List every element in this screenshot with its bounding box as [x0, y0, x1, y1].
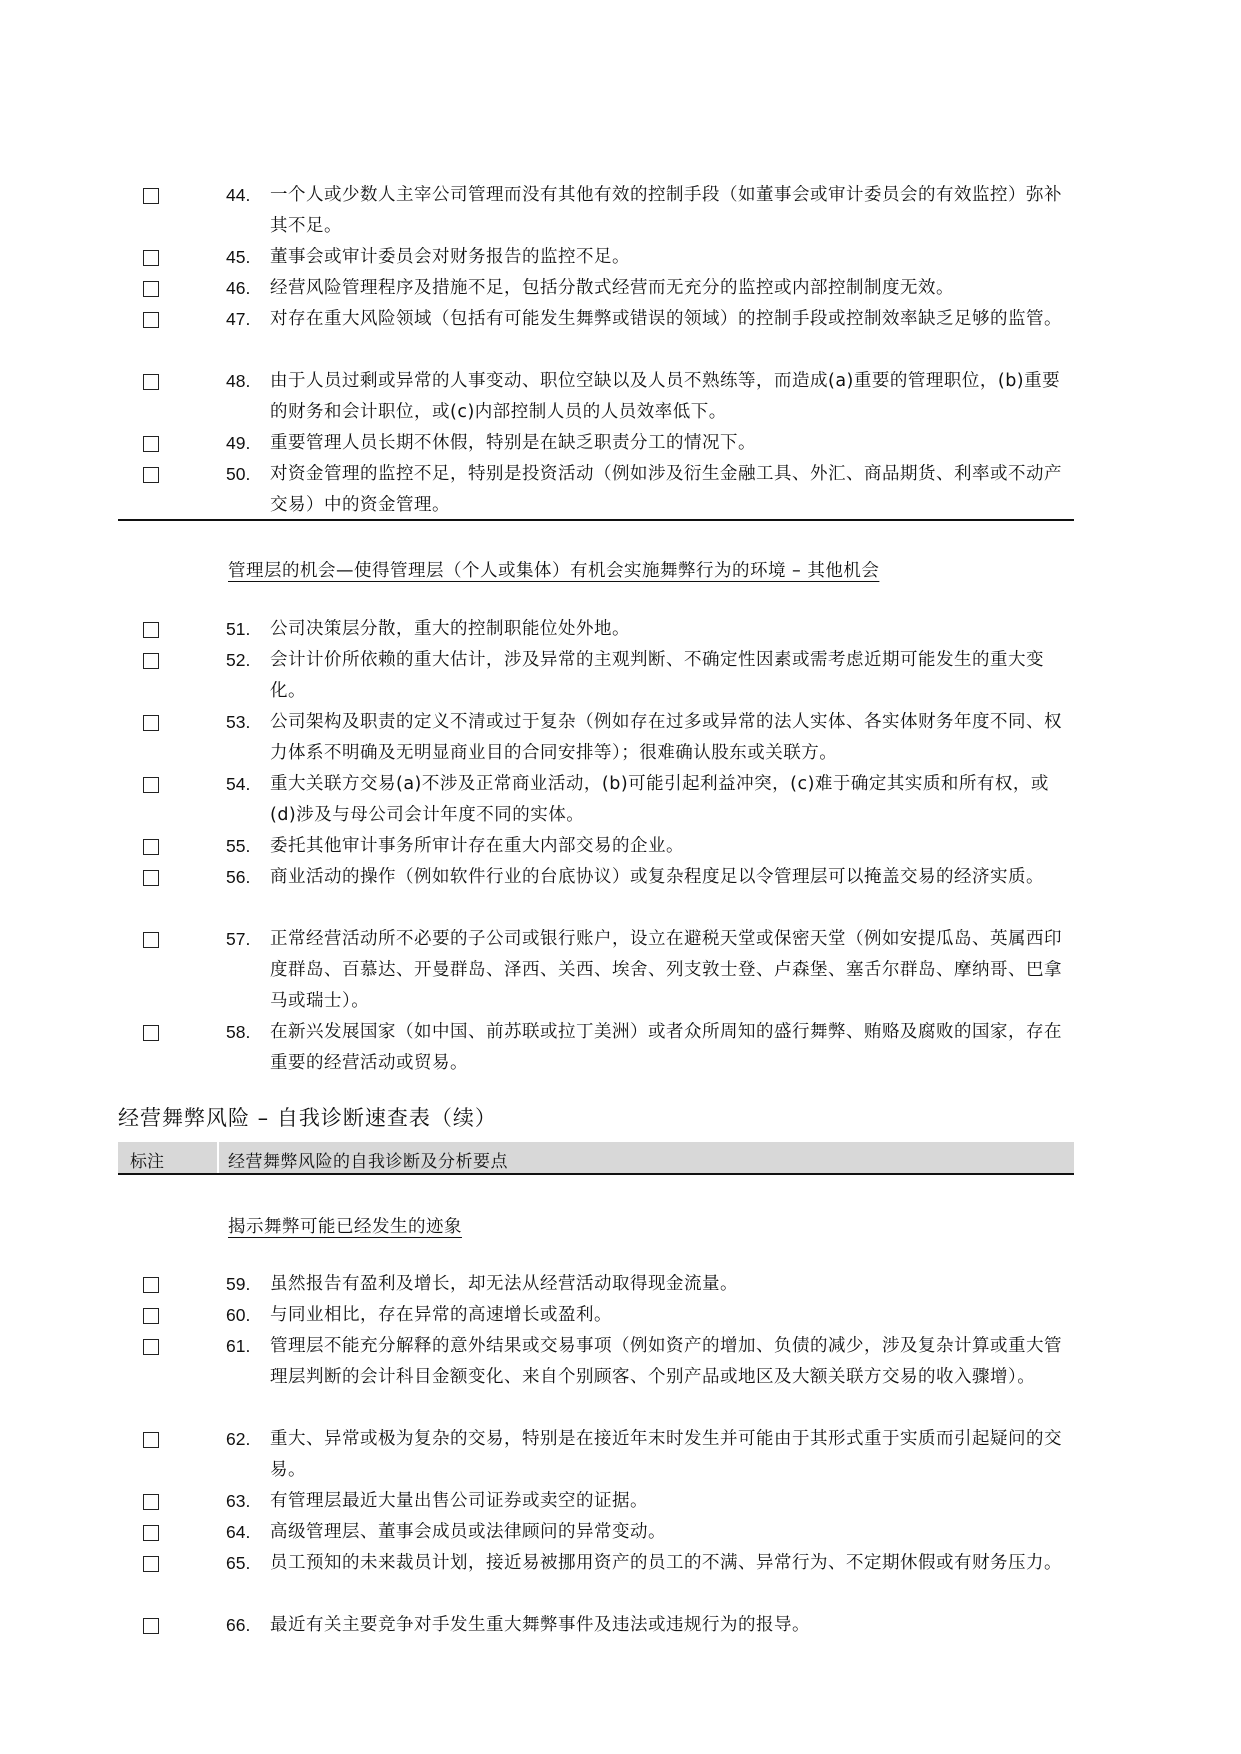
checkbox[interactable]	[143, 312, 159, 328]
checkbox[interactable]	[143, 653, 159, 669]
item-number: 49.	[226, 433, 251, 453]
section-title: 经营舞弊风险 – 自我诊断速查表（续）	[118, 1106, 497, 1130]
item-number: 58.	[226, 1022, 251, 1042]
checkbox[interactable]	[143, 1432, 159, 1448]
item-number: 46.	[226, 278, 251, 298]
item-text: 对资金管理的监控不足，特别是投资活动（例如涉及衍生金融工具、外汇、商品期货、利率或不动产交易）中的资金管理。	[270, 464, 1062, 515]
item-text: 员工预知的未来裁员计划，接近易被挪用资产的员工的不满、异常行为、不定期休假或有财务压力。	[270, 1553, 1062, 1573]
item-number: 45.	[226, 247, 251, 267]
checkbox[interactable]	[143, 1494, 159, 1510]
item-number: 66.	[226, 1615, 251, 1635]
checkbox[interactable]	[143, 436, 159, 452]
item-text: 商业活动的操作（例如软件行业的台底协议）或复杂程度足以令管理层可以掩盖交易的经济实质。	[270, 867, 1044, 887]
item-number: 47.	[226, 309, 251, 329]
checkbox[interactable]	[143, 281, 159, 297]
checkbox[interactable]	[143, 1025, 159, 1041]
item-number: 44.	[226, 185, 251, 205]
checkbox[interactable]	[143, 870, 159, 886]
checkbox[interactable]	[143, 467, 159, 483]
item-text: 经营风险管理程序及措施不足，包括分散式经营而无充分的监控或内部控制制度无效。	[270, 278, 954, 298]
item-number: 54.	[226, 774, 251, 794]
checkbox[interactable]	[143, 1556, 159, 1572]
item-number: 55.	[226, 836, 251, 856]
item-text: 高级管理层、董事会成员或法律顾问的异常变动。	[270, 1522, 666, 1542]
checkbox[interactable]	[143, 374, 159, 390]
item-number: 57.	[226, 929, 251, 949]
item-number: 53.	[226, 712, 251, 732]
item-number: 65.	[226, 1553, 251, 1573]
section-divider	[118, 519, 1074, 521]
item-text: 有管理层最近大量出售公司证券或卖空的证据。	[270, 1491, 648, 1511]
checkbox[interactable]	[143, 1308, 159, 1324]
item-text: 公司架构及职责的定义不清或过于复杂（例如存在过多或异常的法人实体、各实体财务年度不同、权力体系不明确及无明显商业目的合同安排等）；很难确认股东或关联方。	[270, 712, 1062, 763]
item-number: 50.	[226, 464, 251, 484]
item-text: 虽然报告有盈利及增长，却无法从经营活动取得现金流量。	[270, 1274, 738, 1294]
subheading-other-opportunities: 管理层的机会—使得管理层（个人或集体）有机会实施舞弊行为的环境 – 其他机会	[228, 561, 880, 581]
checkbox[interactable]	[143, 1525, 159, 1541]
item-text: 对存在重大风险领域（包括有可能发生舞弊或错误的领域）的控制手段或控制效率缺乏足够的监管。	[270, 309, 1062, 329]
item-text: 与同业相比，存在异常的高速增长或盈利。	[270, 1305, 612, 1325]
item-number: 48.	[226, 371, 251, 391]
item-text: 由于人员过剩或异常的人事变动、职位空缺以及人员不熟练等，而造成(a)重要的管理职位，(b)重要的财务和会计职位，或(c)内部控制人员的人员效率低下。	[270, 371, 1061, 422]
item-text: 正常经营活动所不必要的子公司或银行账户，设立在避税天堂或保密天堂（例如安提瓜岛、英属西印度群岛、百慕达、开曼群岛、泽西、关西、埃舍、列支敦士登、卢森堡、塞舌尔群岛、摩纳哥、巴拿马或瑞士）。	[270, 929, 1062, 1011]
checkbox[interactable]	[143, 622, 159, 638]
item-number: 59.	[226, 1274, 251, 1294]
item-text: 委托其他审计事务所审计存在重大内部交易的企业。	[270, 836, 684, 856]
item-text: 公司决策层分散，重大的控制职能位处外地。	[270, 619, 630, 639]
item-text: 最近有关主要竞争对手发生重大舞弊事件及违法或违规行为的报导。	[270, 1615, 810, 1635]
item-number: 63.	[226, 1491, 251, 1511]
subheading-fraud-indicators: 揭示舞弊可能已经发生的迹象	[228, 1217, 462, 1237]
checkbox[interactable]	[143, 188, 159, 204]
checkbox[interactable]	[143, 1339, 159, 1355]
item-number: 60.	[226, 1305, 251, 1325]
checkbox[interactable]	[143, 1277, 159, 1293]
item-text: 重要管理人员长期不休假，特别是在缺乏职责分工的情况下。	[270, 433, 756, 453]
checkbox[interactable]	[143, 932, 159, 948]
checkbox[interactable]	[143, 250, 159, 266]
table-header-separator	[217, 1142, 219, 1173]
item-text: 重大、异常或极为复杂的交易，特别是在接近年末时发生并可能由于其形式重于实质而引起疑问的交易。	[270, 1429, 1062, 1480]
item-number: 61.	[226, 1336, 251, 1356]
item-number: 62.	[226, 1429, 251, 1449]
item-text: 重大关联方交易(a)不涉及正常商业活动，(b)可能引起利益冲突，(c)难于确定其实质和所有权，或(d)涉及与母公司会计年度不同的实体。	[270, 774, 1049, 825]
item-number: 51.	[226, 619, 251, 639]
checkbox[interactable]	[143, 1618, 159, 1634]
item-number: 56.	[226, 867, 251, 887]
item-text: 董事会或审计委员会对财务报告的监控不足。	[270, 247, 630, 267]
checkbox[interactable]	[143, 839, 159, 855]
table-header	[118, 1142, 1074, 1175]
item-text: 管理层不能充分解释的意外结果或交易事项（例如资产的增加、负债的减少，涉及复杂计算或重大管理层判断的会计科目金额变化、来自个别顾客、个别产品或地区及大额关联方交易的收入骤增）。	[270, 1336, 1062, 1387]
item-text: 一个人或少数人主宰公司管理而没有其他有效的控制手段（如董事会或审计委员会的有效监控）弥补其不足。	[270, 185, 1062, 236]
table-header-col-note: 标注	[130, 1152, 164, 1172]
table-header-col-points: 经营舞弊风险的自我诊断及分析要点	[228, 1152, 508, 1172]
item-text: 会计计价所依赖的重大估计，涉及异常的主观判断、不确定性因素或需考虑近期可能发生的重大变化。	[270, 650, 1044, 701]
checkbox[interactable]	[143, 777, 159, 793]
item-number: 52.	[226, 650, 251, 670]
checkbox[interactable]	[143, 715, 159, 731]
item-text: 在新兴发展国家（如中国、前苏联或拉丁美洲）或者众所周知的盛行舞弊、贿赂及腐败的国家，存在重要的经营活动或贸易。	[270, 1022, 1062, 1073]
item-number: 64.	[226, 1522, 251, 1542]
